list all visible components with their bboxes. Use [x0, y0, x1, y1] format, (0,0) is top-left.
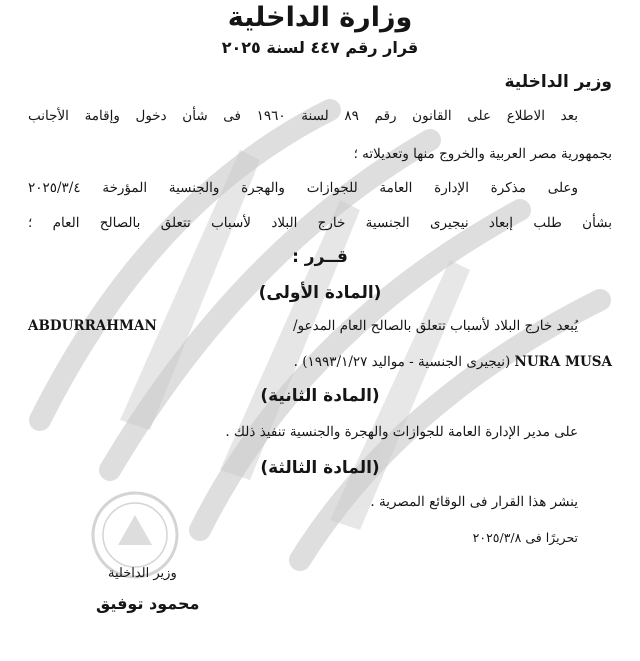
article-2-text: على مدير الإدارة العامة للجوازات والهجرة والجنسية تنفيذ ذلك .: [225, 424, 578, 440]
ministry-title: وزارة الداخلية: [227, 2, 413, 33]
minister-heading: وزير الداخلية: [504, 72, 612, 92]
article-3-heading: (المادة الثالثة): [260, 458, 380, 478]
article-1-line-2: [28, 354, 612, 370]
decree-number: قرار رقم ٤٤٧ لسنة ٢٠٢٥: [221, 38, 419, 57]
article-1-text: يُبعد خارج البلاد لأسباب تتعلق بالصالح العام المدعو/: [293, 318, 578, 334]
article-1-details: (نيجيرى الجنسية - مواليد ١٩٩٣/١/٢٧) .: [293, 354, 511, 370]
signature-title: وزير الداخلية: [108, 566, 177, 581]
issue-date: تحريرًا فى ٢٠٢٥/٣/٨: [472, 530, 578, 545]
article-1-heading: (المادة الأولى): [258, 283, 382, 303]
preamble-line-3: وعلى مذكرة الإدارة العامة للجوازات والهجرة والجنسية المؤرخة ٢٠٢٥/٣/٤: [28, 180, 578, 196]
preamble-line-2: بجمهورية مصر العربية والخروج منها وتعديلاته ؛: [353, 146, 612, 162]
preamble-line-1: بعد الاطلاع على القانون رقم ٨٩ لسنة ١٩٦٠ فى شأن دخول وإقامة الأجانب: [28, 108, 578, 124]
decides-heading: قــرر :: [292, 247, 348, 267]
article-2-heading: (المادة الثانية): [260, 386, 380, 406]
person-first-name: ABDURRAHMAN: [28, 318, 157, 334]
article-1-line-1: [28, 318, 578, 334]
person-last-name: NURA MUSA: [514, 354, 612, 370]
article-3-text: ينشر هذا القرار فى الوقائع المصرية .: [370, 494, 578, 510]
signature-name: محمود توفيق: [96, 594, 200, 613]
preamble-line-4: بشأن طلب إبعاد نيجيرى الجنسية خارج البلاد لأسباب تتعلق بالصالح العام ؛: [28, 215, 612, 231]
